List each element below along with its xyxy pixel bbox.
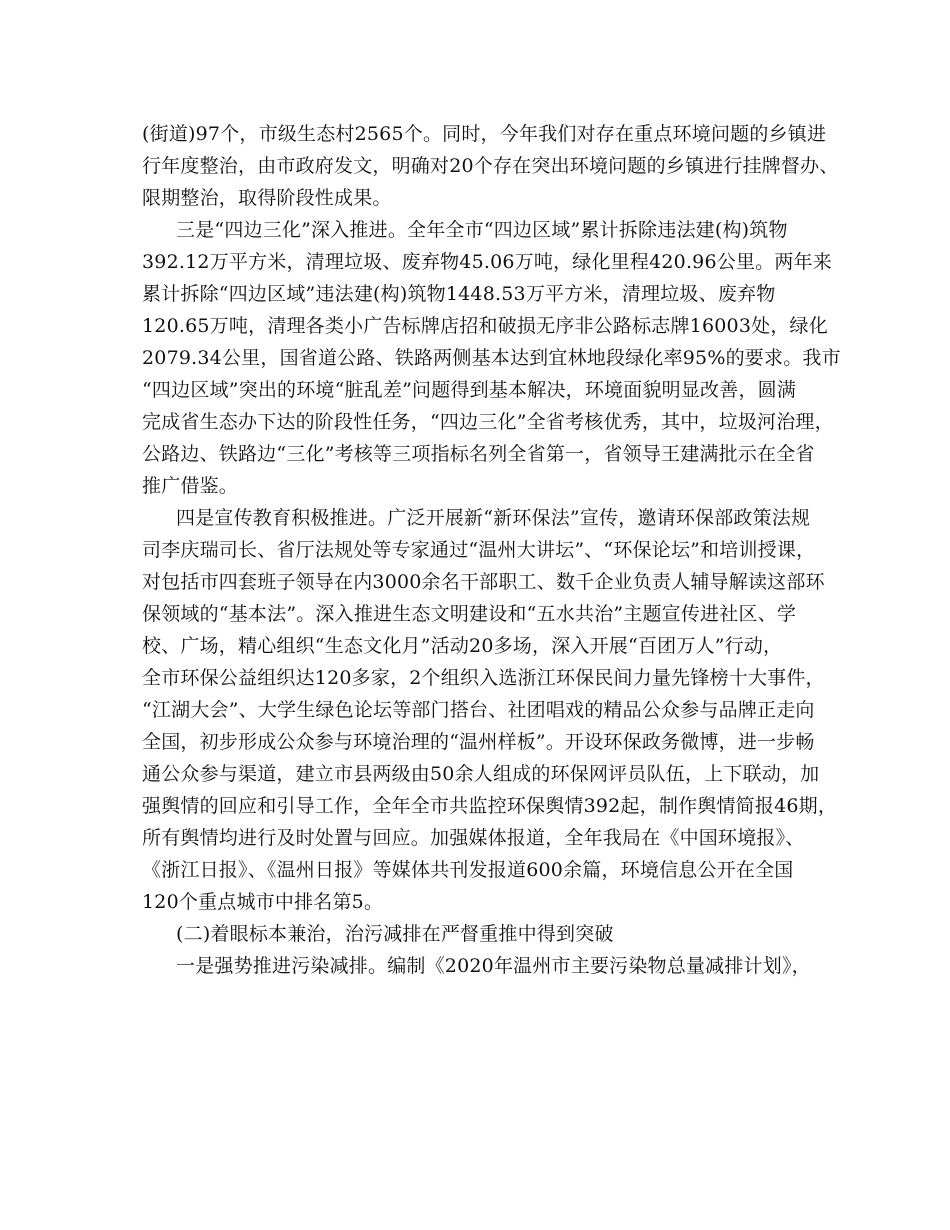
text-line: 行年度整治，由市政府发文，明确对20个存在突出环境问题的乡镇进行挂牌督办、 <box>142 155 839 177</box>
text-line: 120个重点城市中排名第5。 <box>142 891 384 913</box>
text-line: 完成省生态办下达的阶段性任务，“四边三化”全省考核优秀，其中，垃圾河治理， <box>142 411 834 433</box>
text-line: 120.65万吨，清理各类小广告标牌店招和破损无序非公路标志牌16003处，绿化 <box>142 315 828 337</box>
text-line: 对包括市四套班子领导在内3000余名干部职工、数千企业负责人辅导解读这部环 <box>142 571 825 593</box>
text-line: 全国，初步形成公众参与环境治理的“温州样板”。开设环保政务微博，进一步畅 <box>142 731 815 753</box>
paragraph-start-line: 一是强势推进污染减排。编制《2020年温州市主要污染物总量减排计划》， <box>176 955 811 977</box>
section-heading: (二)着眼标本兼治，治污减排在严督重推中得到突破 <box>176 923 614 945</box>
text-line: 推广借鉴。 <box>142 475 239 497</box>
text-line: 392.12万平方米，清理垃圾、废弃物45.06万吨，绿化里程420.96公里。两年来 <box>142 251 832 273</box>
text-line: 限期整治，取得阶段性成果。 <box>142 187 392 209</box>
text-line: 强舆情的回应和引导工作，全年全市共监控环保舆情392起，制作舆情简报46期， <box>142 795 838 817</box>
text-line: 《浙江日报》、《温州日报》等媒体共刊发报道600余篇，环境信息公开在全国 <box>142 859 794 881</box>
text-line: “四边区域”突出的环境“脏乱差”问题得到基本解决，环境面貌明显改善，圆满 <box>142 379 797 401</box>
text-line: 通公众参与渠道，建立市县两级由50余人组成的环保网评员队伍，上下联动，加 <box>142 763 820 785</box>
text-line: 所有舆情均进行及时处置与回应。加强媒体报道，全年我局在《中国环境报》、 <box>142 827 805 849</box>
text-line: 2079.34公里，国省道公路、铁路两侧基本达到宜林地段绿化率95%的要求。我市 <box>142 347 841 369</box>
text-line: “江湖大会”、大学生绿色论坛等部门搭台、社团唱戏的精品公众参与品牌正走向 <box>142 699 815 721</box>
text-line: 累计拆除“四边区域”违法建(构)筑物1448.53万平方米，清理垃圾、废弃物 <box>142 283 776 305</box>
text-line: 全市环保公益组织达120多家，2个组织入选浙江环保民间力量先锋榜十大事件， <box>142 667 825 689</box>
text-line: 保领域的“基本法”。深入推进生态文明建设和“五水共治”主题宣传进社区、学 <box>142 603 797 625</box>
paragraph-start-line: 三是“四边三化”深入推进。全年全市“四边区域”累计拆除违法建(构)筑物 <box>176 219 788 241</box>
text-line: 司李庆瑞司长、省厅法规处等专家通过“温州大讲坛”、“环保论坛”和培训授课， <box>142 539 816 561</box>
text-line: 校、广场，精心组织“生态文化月”活动20多场，深入开展“百团万人”行动， <box>142 635 783 657</box>
text-line: (街道)97个，市级生态村2565个。同时，今年我们对存在重点环境问题的乡镇进 <box>142 123 827 145</box>
text-line: 公路边、铁路边“三化”考核等三项指标名列全省第一，省领导王建满批示在全省 <box>142 443 815 465</box>
paragraph-start-line: 四是宣传教育积极推进。广泛开展新“新环保法”宣传，邀请环保部政策法规 <box>176 507 811 529</box>
